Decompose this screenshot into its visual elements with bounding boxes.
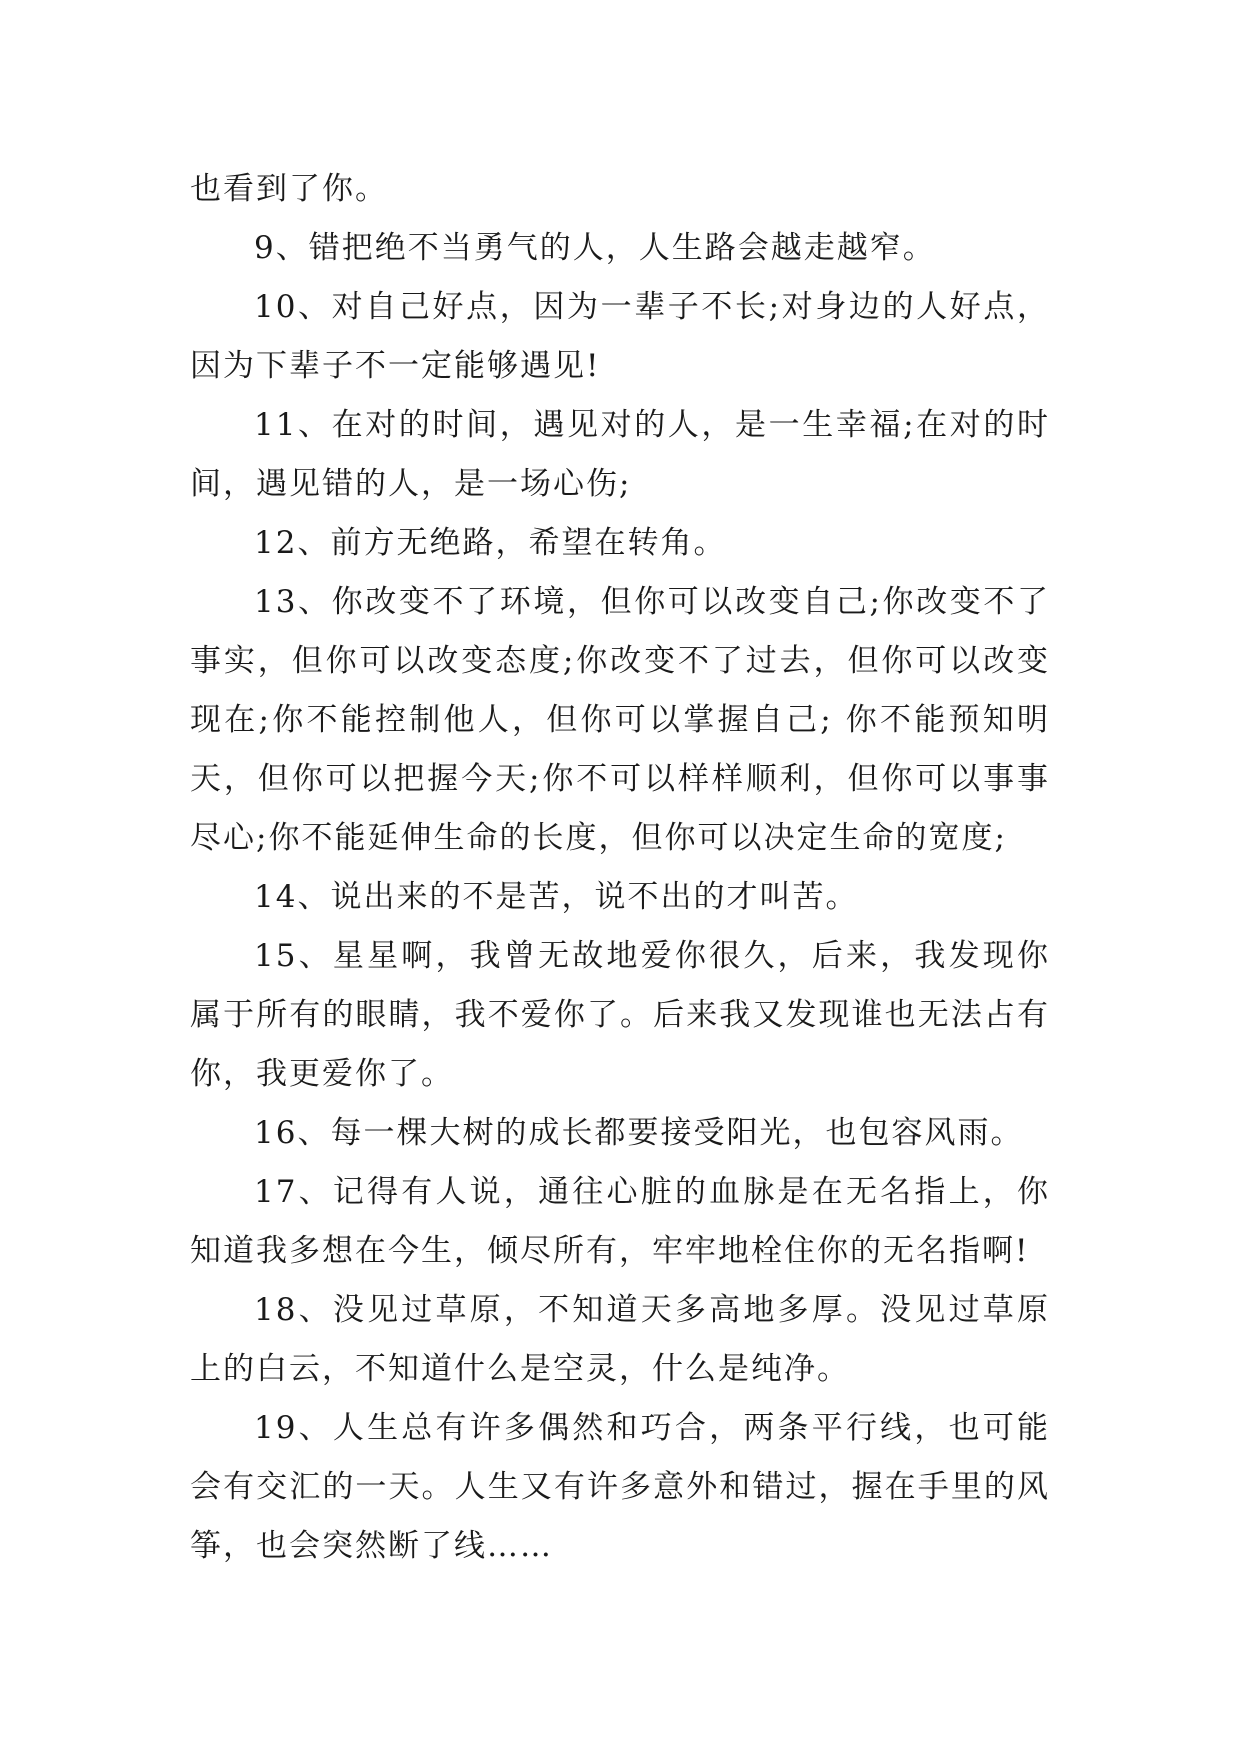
quote-paragraph-15: 15、星星啊，我曾无故地爱你很久，后来，我发现你属于所有的眼睛，我不爱你了。后来我又发现谁也无法占有你，我更爱你了。 xyxy=(190,938,1050,1092)
paragraph-continuation: 也看到了你。 xyxy=(190,171,388,207)
quote-paragraph-10: 10、对自己好点，因为一辈子不长;对身边的人好点，因为下辈子不一定能够遇见! xyxy=(190,289,1050,384)
quote-paragraph-19: 19、人生总有许多偶然和巧合，两条平行线，也可能会有交汇的一天。人生又有许多意外和错过，握在手里的风筝，也会突然断了线…… xyxy=(190,1410,1050,1564)
quote-paragraph-14: 14、说出来的不是苦，说不出的才叫苦。 xyxy=(254,879,859,915)
document-body xyxy=(190,160,1050,1576)
quote-paragraph-9: 9、错把绝不当勇气的人，人生路会越走越窄。 xyxy=(254,230,936,266)
quote-paragraph-16: 16、每一棵大树的成长都要接受阳光，也包容风雨。 xyxy=(254,1115,1024,1151)
quote-paragraph-11: 11、在对的时间，遇见对的人，是一生幸福;在对的时间，遇见错的人，是一场心伤; xyxy=(190,407,1050,502)
quote-paragraph-13: 13、你改变不了环境，但你可以改变自己;你改变不了事实，但你可以改变态度;你改变不了过去，但你可以改变现在;你不能控制他人，但你可以掌握自己; 你不能预知明天，但你可以把握今天;你不可以样样顺利，但你可以事事尽心;你不能延伸生命的长度，但你可以决定生命的宽度; xyxy=(190,584,1050,856)
quote-paragraph-12: 12、前方无绝路，希望在转角。 xyxy=(254,525,727,561)
quote-paragraph-17: 17、记得有人说，通往心脏的血脉是在无名指上，你知道我多想在今生，倾尽所有，牢牢地栓住你的无名指啊! xyxy=(190,1174,1050,1269)
quote-paragraph-18: 18、没见过草原，不知道天多高地多厚。没见过草原上的白云，不知道什么是空灵，什么是纯净。 xyxy=(190,1292,1050,1387)
